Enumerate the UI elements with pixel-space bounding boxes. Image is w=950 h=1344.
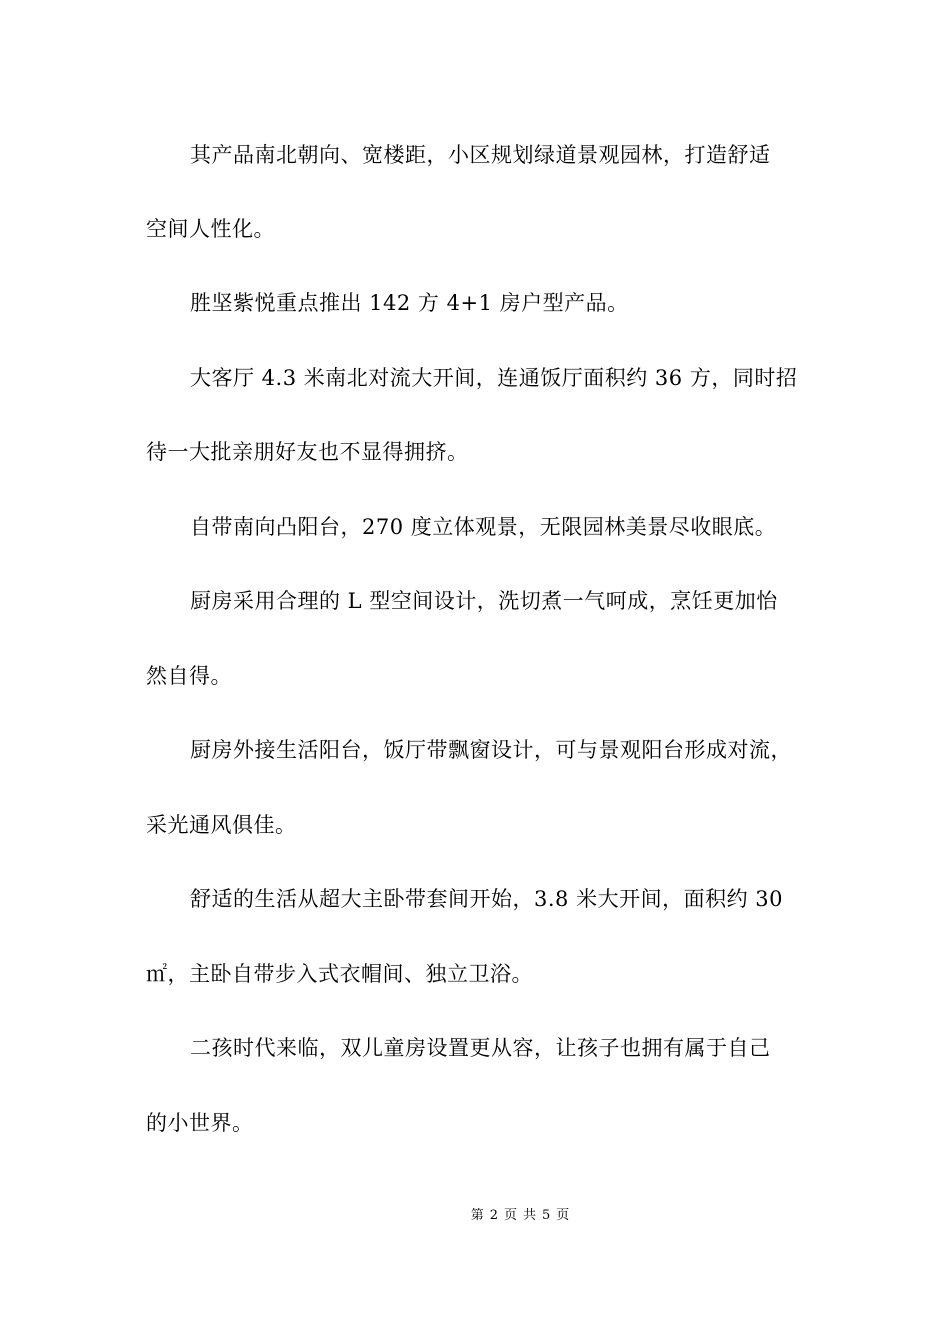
paragraph-4-line-1: 自带南向凸阳台，270 度立体观景，无限园林美景尽收眼底。 — [190, 515, 777, 539]
paragraph-6-line-1: 厨房外接生活阳台，饭厅带飘窗设计，可与景观阳台形成对流， — [190, 738, 792, 762]
footer-page-prefix: 第 — [470, 1208, 484, 1223]
paragraph-7-line-1: 舒适的生活从超大主卧带套间开始，3.8 米大开间，面积约 30 — [190, 887, 783, 911]
paragraph-1-line-1: 其产品南北朝向、宽楼距，小区规划绿道景观园林，打造舒适 — [190, 143, 771, 167]
footer-page-word: 页 — [503, 1208, 517, 1223]
paragraph-3-line-1: 大客厅 4.3 米南北对流大开间，连通饭厅面积约 36 方，同时招 — [190, 366, 798, 390]
paragraph-5-line-2: 然自得。 — [146, 664, 232, 688]
page-footer — [0, 1206, 950, 1226]
footer-page-suffix: 页 — [556, 1208, 570, 1223]
footer-total-pages: 5 — [542, 1208, 551, 1223]
footer-total-prefix: 共 — [523, 1208, 537, 1223]
paragraph-1-line-2: 空间人性化。 — [146, 217, 275, 241]
paragraph-2-line-1: 胜坚紫悦重点推出 142 方 4+1 房户型产品。 — [190, 291, 629, 315]
paragraph-7-line-2: ㎡，主卧自带步入式衣帽间、独立卫浴。 — [146, 962, 533, 986]
paragraph-8-line-1: 二孩时代来临，双儿童房设置更从容，让孩子也拥有属于自己 — [190, 1036, 771, 1060]
paragraph-5-line-1: 厨房采用合理的 L 型空间设计，洗切煮一气呵成，烹饪更加怡 — [190, 589, 778, 613]
paragraph-6-line-2: 采光通风俱佳。 — [146, 813, 297, 837]
paragraph-3-line-2: 待一大批亲朋好友也不显得拥挤。 — [146, 440, 469, 464]
paragraph-8-line-2: 的小世界。 — [146, 1111, 254, 1135]
footer-current-page: 2 — [489, 1208, 498, 1223]
